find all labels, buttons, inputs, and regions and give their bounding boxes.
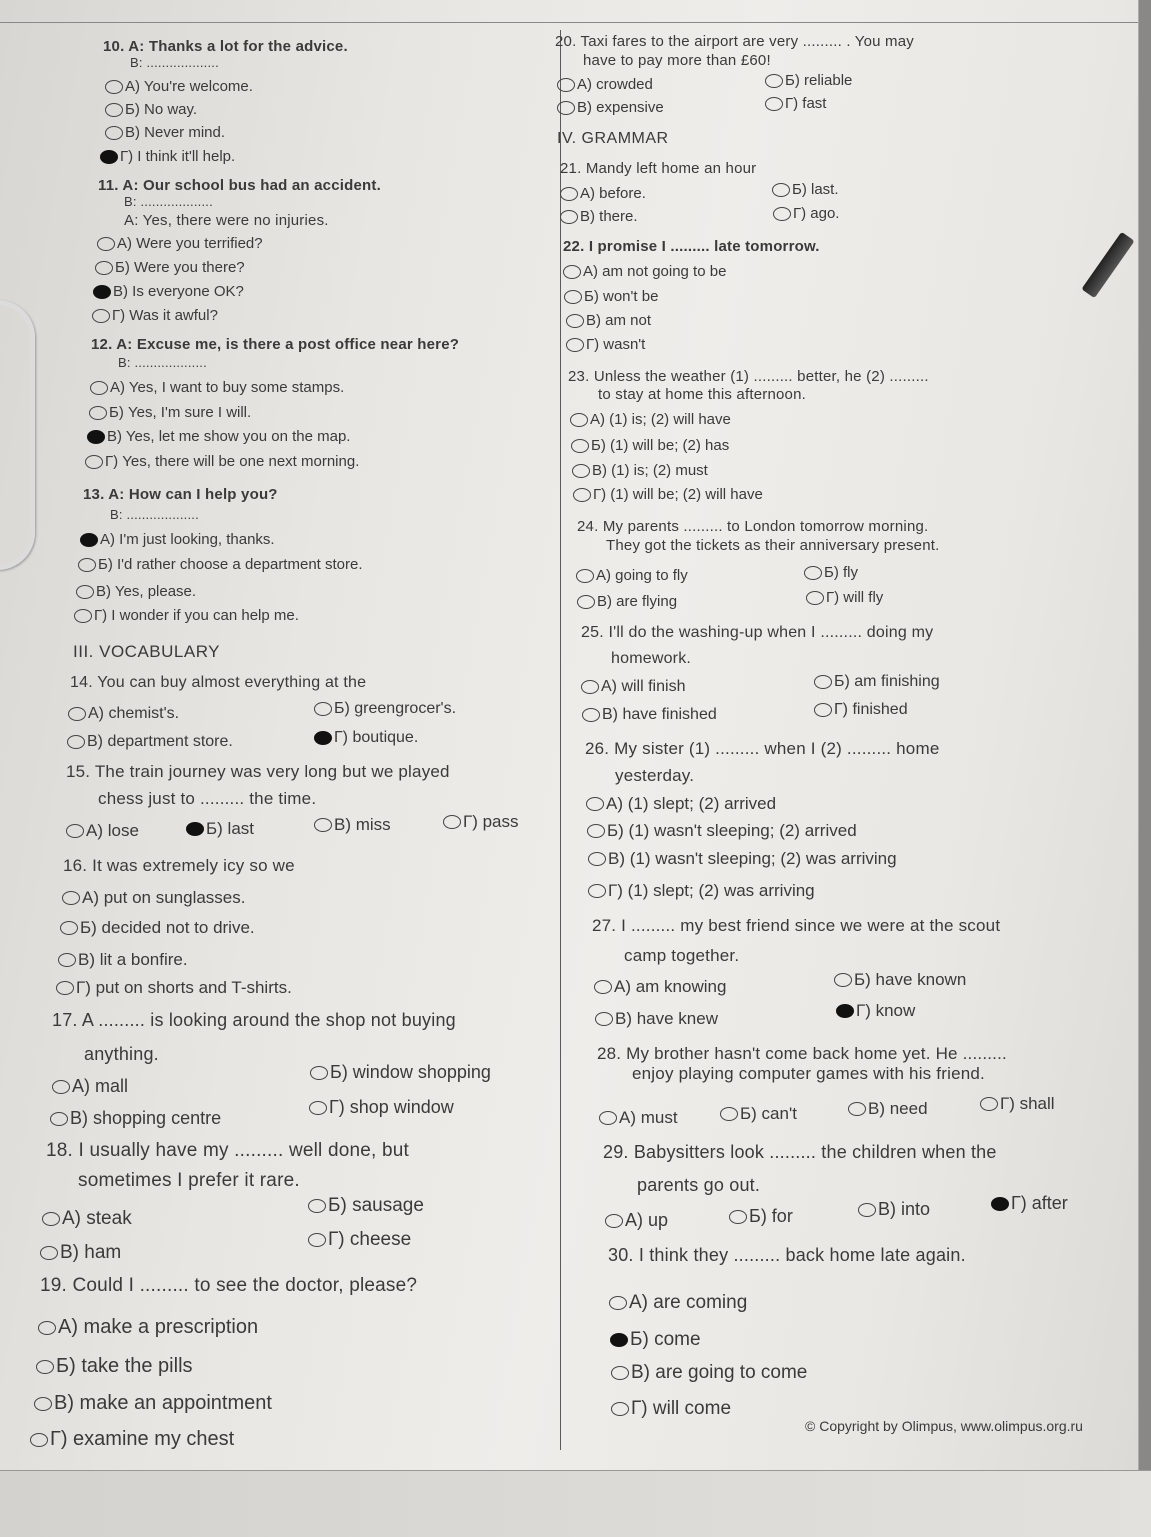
radio-icon [595,1012,613,1026]
q30-option-a[interactable]: A) are coming [609,1292,747,1314]
q18-option-a[interactable]: A) steak [42,1208,132,1230]
q11-b: B: ................... [124,194,213,209]
q16-option-v[interactable]: B) lit a bonfire. [58,950,188,970]
q13-option-a[interactable]: A) I'm just looking, thanks. [80,531,275,548]
q20-stem-2: have to pay more than £60! [583,52,771,69]
q24-option-g[interactable]: Г) will fly [806,589,883,606]
radio-icon [566,338,584,352]
radio-icon [814,703,832,717]
radio-icon [560,210,578,224]
q28-option-a[interactable]: A) must [599,1108,678,1128]
q29-option-v[interactable]: B) into [858,1199,930,1220]
radio-icon [573,488,591,502]
top-border [0,22,1138,23]
q23-option-v[interactable]: B) (1) is; (2) must [572,462,708,479]
q12-stem: 12. A: Excuse me, is there a post office near here? [91,336,460,353]
radio-icon [557,78,575,92]
radio-icon [611,1402,629,1416]
q20-option-a[interactable]: A) crowded [557,76,653,93]
radio-icon [60,921,78,935]
column-divider [560,30,561,1450]
radio-filled-icon [836,1004,854,1018]
radio-filled-icon [93,285,111,299]
q26-option-b[interactable]: Б) (1) wasn't sleeping; (2) arrived [587,821,857,841]
radio-icon [814,675,832,689]
q18-option-g[interactable]: Г) cheese [308,1229,411,1251]
q10-option-v[interactable]: B) Never mind. [105,124,225,141]
radio-icon [858,1203,876,1217]
q17-stem: 17. A ......... is looking around the shop not buying [52,1010,456,1030]
radio-icon [605,1214,623,1228]
radio-icon [105,80,123,94]
radio-icon [566,314,584,328]
radio-icon [34,1397,52,1411]
radio-icon [560,187,578,201]
radio-icon [834,973,852,987]
q26-option-a[interactable]: A) (1) slept; (2) arrived [586,794,776,814]
q28-stem: 28. My brother hasn't come back home yet. He ......... [597,1044,1007,1063]
q21-option-a[interactable]: A) before. [560,185,646,202]
q10-option-g[interactable]: Г) I think it'll help. [100,148,235,165]
q20-option-b[interactable]: Б) reliable [765,72,852,89]
q14-option-v[interactable]: B) department store. [67,733,233,751]
q26-stem: 26. My sister (1) ......... when I (2) ......... home [585,739,940,758]
q13-option-v[interactable]: B) Yes, please. [76,583,196,600]
radio-icon [582,708,600,722]
q17-option-g[interactable]: Г) shop window [309,1097,454,1118]
q15-option-b[interactable]: Б) last [186,819,254,839]
radio-icon [308,1199,326,1213]
radio-icon [588,884,606,898]
radio-icon [90,381,108,395]
q26-stem-2: yesterday. [615,766,695,785]
q28-stem-2: enjoy playing computer games with his friend. [632,1064,985,1083]
q27-option-g[interactable]: Г) know [836,1001,915,1021]
q29-option-b[interactable]: Б) for [729,1206,793,1227]
q25-option-g[interactable]: Г) finished [814,701,908,719]
radio-icon [310,1066,328,1080]
q20-stem: 20. Taxi fares to the airport are very ......... . You may [555,33,914,50]
radio-icon [587,824,605,838]
q27-option-v[interactable]: B) have knew [595,1009,718,1029]
q19-option-v[interactable]: B) make an appointment [34,1392,272,1415]
radio-icon [563,265,581,279]
q15-option-v[interactable]: B) miss [314,815,391,835]
q22-stem: 22. I promise I ......... late tomorrow. [563,238,820,255]
radio-icon [62,891,80,905]
radio-icon [443,815,461,829]
q24-option-b[interactable]: Б) fly [804,564,858,581]
q23-option-b[interactable]: Б) (1) will be; (2) has [571,437,729,454]
radio-icon [42,1212,60,1226]
q16-option-b[interactable]: Б) decided not to drive. [60,918,255,938]
q13-option-b[interactable]: Б) I'd rather choose a department store. [78,556,363,573]
radio-icon [68,707,86,721]
radio-icon [56,981,74,995]
q23-stem: 23. Unless the weather (1) ......... better, he (2) ......... [568,368,929,385]
radio-icon [78,558,96,572]
q18-option-b[interactable]: Б) sausage [308,1195,424,1217]
radio-icon [74,609,92,623]
radio-icon [97,237,115,251]
q29-option-g[interactable]: Г) after [991,1193,1068,1214]
q21-stem: 21. Mandy left home an hour [560,160,757,177]
q28-option-b[interactable]: Б) can't [720,1104,797,1124]
q22-option-b[interactable]: Б) won't be [564,288,658,305]
radio-icon [980,1097,998,1111]
q21-option-v[interactable]: B) there. [560,208,638,225]
q15-stem: 15. The train journey was very long but we played [66,762,450,781]
radio-filled-icon [186,822,204,836]
q25-stem: 25. I'll do the washing-up when I ......... doing my [581,624,934,641]
q30-option-b[interactable]: Б) come [610,1329,701,1351]
q10-option-a[interactable]: A) You're welcome. [105,78,253,95]
radio-icon [586,797,604,811]
section-grammar-title: IV. GRAMMAR [557,130,669,147]
radio-icon [570,413,588,427]
q22-option-g[interactable]: Г) wasn't [566,336,645,353]
q11-option-v[interactable]: B) Is everyone OK? [93,283,244,300]
radio-icon [581,680,599,694]
radio-filled-icon [991,1197,1009,1211]
q28-option-v[interactable]: B) need [848,1099,928,1119]
radio-icon [765,74,783,88]
q27-option-b[interactable]: Б) have known [834,970,966,990]
q26-option-v[interactable]: B) (1) wasn't sleeping; (2) was arriving [588,849,897,869]
q26-option-g[interactable]: Г) (1) slept; (2) was arriving [588,881,815,901]
radio-icon [611,1366,629,1380]
radio-icon [95,261,113,275]
q25-stem-2: homework. [611,650,692,667]
q13-option-g[interactable]: Г) I wonder if you can help me. [74,607,299,624]
q17-stem-2: anything. [84,1044,159,1064]
radio-icon [773,207,791,221]
q24-option-a[interactable]: A) going to fly [576,567,688,584]
radio-icon [806,591,824,605]
radio-filled-icon [80,533,98,547]
q20-option-v[interactable]: B) expensive [557,99,664,116]
q11-stem: 11. A: Our school bus had an accident. [98,177,381,194]
q14-option-g[interactable]: Г) boutique. [314,729,418,747]
radio-icon [720,1107,738,1121]
q10-b: B: ................... [130,55,219,70]
radio-icon [67,735,85,749]
q23-stem-2: to stay at home this afternoon. [598,386,806,403]
radio-icon [309,1101,327,1115]
radio-icon [66,824,84,838]
q25-option-a[interactable]: A) will finish [581,678,685,696]
q13-b: B: ................... [110,507,199,522]
cable [0,300,35,570]
q14-option-b[interactable]: Б) greengrocer's. [314,700,456,718]
radio-icon [848,1102,866,1116]
radio-icon [105,126,123,140]
q23-option-g[interactable]: Г) (1) will be; (2) will have [573,486,763,503]
copyright-text: © Copyright by Olimpus, www.olimpus.org.ru [805,1418,1083,1434]
q22-option-a[interactable]: A) am not going to be [563,263,726,280]
table-surface [0,1470,1151,1537]
q17-option-b[interactable]: Б) window shopping [310,1062,491,1083]
q22-option-v[interactable]: B) am not [566,312,651,329]
radio-icon [308,1233,326,1247]
q27-option-a[interactable]: A) am knowing [594,977,726,997]
radio-icon [105,103,123,117]
q30-stem: 30. I think they ......... back home late again. [608,1245,966,1265]
q11-option-b[interactable]: Б) Were you there? [95,259,245,276]
radio-filled-icon [100,150,118,164]
q16-option-g[interactable]: Г) put on shorts and T-shirts. [56,978,292,998]
q24-stem: 24. My parents ......... to London tomorrow morning. [577,518,929,535]
radio-icon [50,1112,68,1126]
q11-a2: A: Yes, there were no injuries. [124,212,329,229]
q20-option-g[interactable]: Г) fast [765,95,826,112]
q11-option-g[interactable]: Г) Was it awful? [92,307,218,324]
q15-option-g[interactable]: Г) pass [443,812,519,832]
section-vocabulary-title: III. VOCABULARY [73,642,221,661]
q28-option-g[interactable]: Г) shall [980,1094,1055,1114]
radio-icon [85,455,103,469]
q27-stem-2: camp together. [624,946,740,965]
radio-icon [89,406,107,420]
radio-icon [30,1433,48,1447]
q10-stem: 10. A: Thanks a lot for the advice. [103,38,348,55]
q15-option-a[interactable]: A) lose [66,821,139,841]
q16-option-a[interactable]: A) put on sunglasses. [62,888,245,908]
q18-stem-2: sometimes I prefer it rare. [78,1170,300,1191]
radio-icon [36,1360,54,1374]
q12-option-g[interactable]: Г) Yes, there will be one next morning. [85,453,359,470]
q19-stem: 19. Could I ......... to see the doctor, please? [40,1275,418,1296]
q24-stem-2: They got the tickets as their anniversary present. [606,537,940,554]
q12-option-v[interactable]: B) Yes, let me show you on the map. [87,428,350,445]
radio-icon [772,183,790,197]
q10-option-b[interactable]: Б) No way. [105,101,197,118]
q27-stem: 27. I ......... my best friend since we were at the scout [592,916,1001,935]
radio-icon [804,566,822,580]
q12-b: B: ................... [118,355,207,370]
radio-filled-icon [314,731,332,745]
q30-option-v[interactable]: B) are going to come [611,1362,807,1384]
q24-option-v[interactable]: B) are flying [577,593,677,610]
radio-icon [576,569,594,583]
radio-icon [52,1080,70,1094]
q17-option-a[interactable]: A) mall [52,1076,128,1097]
radio-icon [729,1210,747,1224]
q14-option-a[interactable]: A) chemist's. [68,705,179,723]
radio-icon [572,464,590,478]
radio-icon [564,290,582,304]
radio-icon [40,1246,58,1260]
q19-option-a[interactable]: A) make a prescription [38,1316,258,1339]
q29-stem-2: parents go out. [637,1175,761,1195]
radio-icon [599,1111,617,1125]
q18-stem: 18. I usually have my ......... well done, but [46,1140,409,1161]
q29-option-a[interactable]: A) up [605,1210,668,1231]
q15-stem-2: chess just to ......... the time. [98,789,317,808]
q25-option-b[interactable]: Б) am finishing [814,673,940,691]
q25-option-v[interactable]: B) have finished [582,706,717,724]
q21-option-b[interactable]: Б) last. [772,181,839,198]
q18-option-v[interactable]: B) ham [40,1242,121,1264]
q23-option-a[interactable]: A) (1) is; (2) will have [570,411,731,428]
q30-option-g[interactable]: Г) will come [611,1398,731,1420]
q12-option-a[interactable]: A) Yes, I want to buy some stamps. [90,379,344,396]
radio-icon [557,101,575,115]
q21-option-g[interactable]: Г) ago. [773,205,839,222]
radio-icon [76,585,94,599]
radio-icon [58,953,76,967]
q17-option-v[interactable]: B) shopping centre [50,1108,221,1129]
radio-filled-icon [87,430,105,444]
q14-stem: 14. You can buy almost everything at the [70,674,367,691]
radio-icon [577,595,595,609]
q19-option-g[interactable]: Г) examine my chest [30,1428,234,1451]
radio-icon [92,309,110,323]
q12-option-b[interactable]: Б) Yes, I'm sure I will. [89,404,251,421]
q11-option-a[interactable]: A) Were you terrified? [97,235,263,252]
radio-icon [609,1296,627,1310]
radio-icon [588,852,606,866]
radio-icon [38,1321,56,1335]
q13-stem: 13. A: How can I help you? [83,486,278,503]
q29-stem: 29. Babysitters look ......... the children when the [603,1142,997,1162]
q19-option-b[interactable]: Б) take the pills [36,1355,193,1378]
q16-stem: 16. It was extremely icy so we [63,856,295,875]
radio-icon [594,980,612,994]
radio-icon [314,818,332,832]
radio-filled-icon [610,1333,628,1347]
radio-icon [314,702,332,716]
radio-icon [765,97,783,111]
radio-icon [571,439,589,453]
